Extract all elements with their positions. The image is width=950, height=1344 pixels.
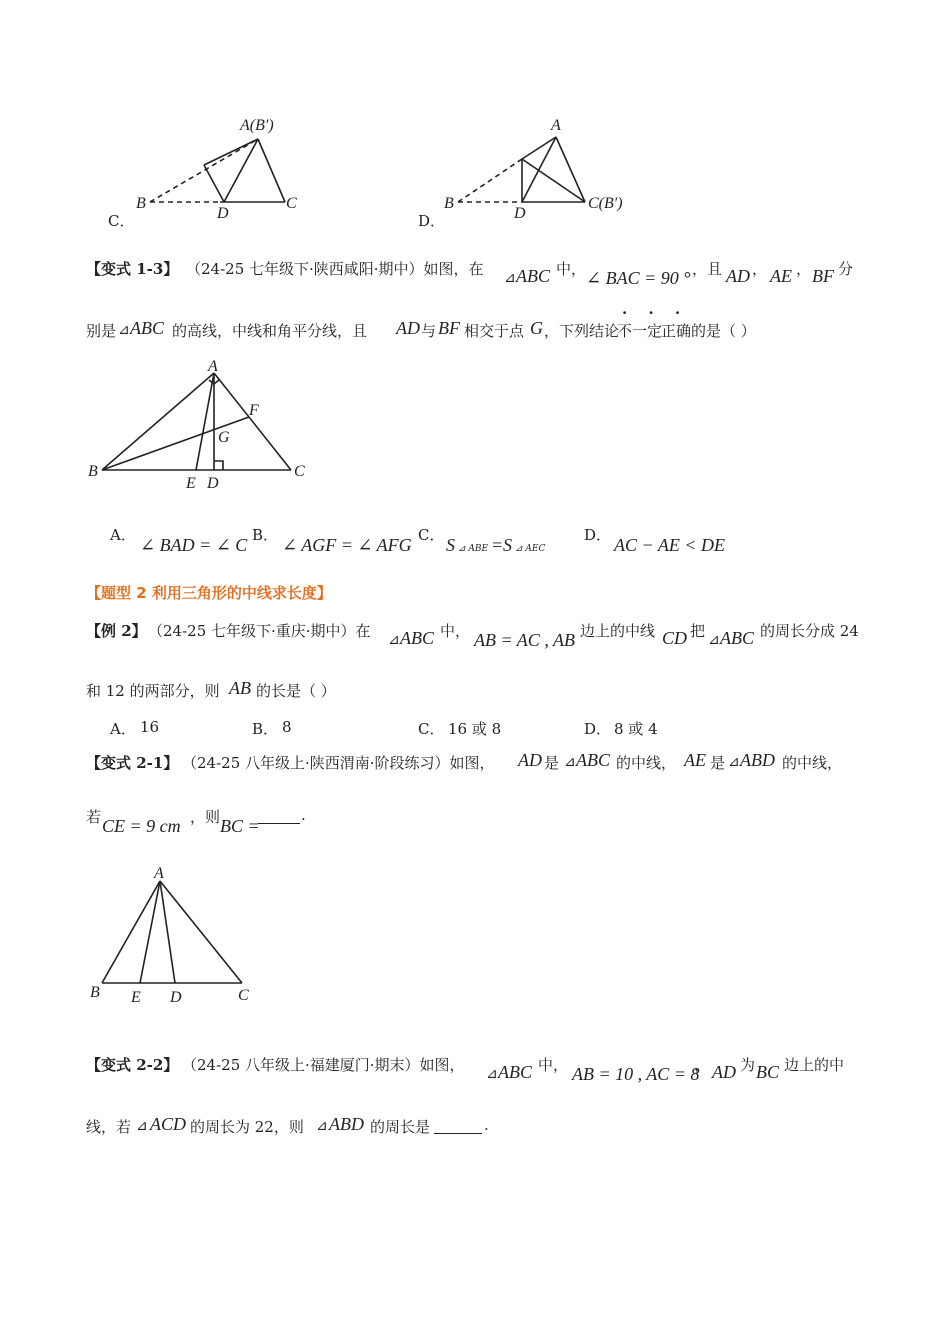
figure-variant-2-1: [86, 862, 266, 1010]
label-b: B: [444, 195, 454, 212]
math-ad: AD: [726, 266, 750, 286]
label-b: B: [136, 195, 146, 212]
segment-ae: [196, 373, 214, 470]
option-c-sub1: ⊿ ABE: [458, 544, 489, 554]
text-fen: 分: [838, 260, 854, 278]
label-b: B: [90, 984, 100, 1001]
example-2-option-b-letter: B．: [252, 720, 279, 738]
question-source: （24-25 七年级下·陕西咸阳·期中）如图，在: [186, 260, 484, 278]
text-shi-2: 是: [710, 754, 726, 772]
math-bc: BC: [756, 1062, 780, 1082]
example-2-option-c-value: 16 或 8: [448, 720, 502, 738]
example-2-option-a-letter: A．: [110, 720, 136, 738]
math-abc: ABC: [130, 318, 164, 338]
text-zhong: 中，: [440, 622, 471, 640]
text-zhong: 中，: [538, 1056, 569, 1074]
label-e: E: [131, 989, 141, 1006]
segment-ab: [204, 139, 258, 165]
math-bc: BC =: [220, 816, 260, 836]
text-zhouchangshi: 的周长是: [370, 1118, 431, 1136]
label-c: C(B′): [588, 195, 623, 212]
math-abd: ABD: [740, 750, 775, 770]
answer-blank[interactable]: [434, 1132, 482, 1134]
option-c-eq: =: [491, 535, 504, 555]
comma-1: ，: [752, 260, 768, 278]
text-yu: 与: [421, 322, 437, 340]
label-a: A: [551, 117, 561, 134]
question-1-3-line1: [86, 256, 866, 296]
variant-2-2-line2: [86, 1112, 686, 1142]
text-end: .: [301, 806, 306, 824]
segment-ae: [140, 881, 160, 983]
text-liangbufen: 和 12 的两部分，则: [86, 682, 220, 700]
question-source: （24-25 七年级下·重庆·期中）在: [148, 622, 371, 640]
example-2-option-d-letter: D．: [584, 720, 612, 738]
math-ae: AE: [684, 750, 706, 770]
example-2-option-d-value: 8 或 4: [614, 720, 658, 738]
math-bf: BF: [438, 318, 460, 338]
option-c-letter: C．: [108, 212, 135, 230]
text-zhouchang: 的周长为 22，则: [190, 1118, 304, 1136]
question-prefix: 【变式 1-3】: [86, 260, 179, 278]
text-bieshi: 别是: [86, 322, 117, 340]
label-c: C: [286, 195, 297, 212]
example-2-line1: [86, 616, 876, 656]
math-condition: AB = AC , AB: [474, 630, 575, 650]
math-ad: AD: [712, 1062, 736, 1082]
text-zhongxian-2: 的中线，: [782, 754, 843, 772]
label-c: C: [294, 463, 305, 480]
option-d-expr: AC − AE < DE: [614, 535, 725, 555]
text-xiangjiao: 相交于点: [464, 322, 525, 340]
label-a: A: [154, 865, 164, 882]
triangle-symbol: ⊿: [118, 322, 130, 338]
text-comma: ，: [694, 1056, 710, 1074]
text-bianshang: 边上的中线: [580, 622, 656, 640]
math-g: G: [530, 318, 543, 338]
math-ae: AE: [770, 266, 792, 286]
label-f: F: [249, 402, 259, 419]
text-wei: 为: [740, 1056, 756, 1074]
text-gaoxian: 的高线，中线和角平分线，且: [172, 322, 368, 340]
question-prefix: 【变式 2-2】: [86, 1056, 179, 1074]
label-g: G: [218, 429, 230, 446]
example-2-option-c-letter: C．: [418, 720, 445, 738]
math-abd: ABD: [329, 1114, 364, 1134]
text-end: .: [484, 1116, 489, 1134]
math-abc-2: ABC: [720, 628, 754, 648]
segment-ac: [214, 373, 291, 470]
triangle-symbol: ⊿: [708, 632, 720, 648]
variant-2-2-line1: [86, 1050, 876, 1090]
label-a: A: [208, 360, 218, 375]
question-prefix: 【变式 2-1】: [86, 754, 179, 772]
segment-ad: [224, 139, 258, 202]
math-acd: ACD: [150, 1114, 186, 1134]
math-ad: AD: [518, 750, 542, 770]
text-xianruo: 线，若: [86, 1118, 132, 1136]
text-ze: ，则: [190, 808, 221, 826]
segment-ab: [102, 373, 214, 470]
example-2-option-b-value: 8: [282, 718, 292, 736]
figure-variant-1-3: [86, 360, 326, 495]
triangle-symbol: ⊿: [136, 1118, 148, 1134]
variant-2-1-line2: [86, 802, 486, 842]
option-b-expr: ∠ AGF = ∠ AFG: [282, 535, 412, 555]
segment-a-d: [204, 165, 224, 202]
option-b-letter: B．: [252, 526, 279, 544]
option-a-letter: A．: [110, 526, 136, 544]
text-zhong: 中，: [556, 260, 587, 278]
label-d: D: [514, 205, 526, 222]
label-b: B: [88, 463, 98, 480]
option-c-sub2: ⊿ AEC: [515, 544, 546, 554]
label-d: D: [207, 475, 219, 492]
text-bianshang: 边上的中: [784, 1056, 845, 1074]
option-a-expr: ∠ BAD = ∠ C: [140, 535, 248, 555]
math-ce: CE = 9 cm: [102, 816, 181, 836]
segment-ad: [522, 137, 556, 202]
text-zhongxian: 的中线，: [616, 754, 677, 772]
comma-2: ，: [796, 260, 812, 278]
emphasis-dots: · · ·: [622, 304, 689, 322]
triangle-symbol: ⊿: [486, 1066, 498, 1082]
math-abc: ABC: [516, 266, 550, 286]
example-2-line2: [86, 676, 686, 706]
triangle-symbol: ⊿: [728, 754, 740, 770]
question-1-3-line2: [86, 304, 866, 348]
figure-option-d: [430, 110, 660, 230]
question-source: （24-25 八年级上·福建厦门·期末）如图，: [182, 1056, 465, 1074]
variant-2-1-line1: [86, 748, 876, 778]
example-2-option-a-value: 16: [140, 718, 160, 736]
label-c: C: [238, 987, 249, 1004]
math-abc: ABC: [498, 1062, 532, 1082]
math-condition: AB = 10 , AC = 8: [572, 1064, 700, 1084]
segment-b-apex-dashed: [458, 159, 522, 202]
option-d-letter: D．: [418, 212, 446, 230]
segment-ab: [102, 881, 160, 983]
text-emphasis: 不一定: [617, 322, 663, 340]
triangle-symbol: ⊿: [564, 754, 576, 770]
right-angle-mark: [214, 461, 223, 470]
math-abc: ABC: [576, 750, 610, 770]
triangle-symbol: ⊿: [316, 1118, 328, 1134]
text-ruo: 若: [86, 808, 102, 826]
text-qie: ，且: [692, 260, 723, 278]
triangle-symbol: ⊿: [504, 270, 516, 286]
label-d: D: [217, 205, 229, 222]
label-e: E: [186, 475, 196, 492]
option-c-letter: C．: [418, 526, 445, 544]
segment-ac: [258, 139, 285, 202]
text-zhouchang: 的周长分成 24: [760, 622, 859, 640]
question-prefix: 【例 2】: [86, 622, 147, 640]
math-angle-bac: ∠ BAC = 90 °: [586, 268, 691, 288]
option-d-letter: D．: [584, 526, 612, 544]
triangle-symbol: ⊿: [388, 632, 400, 648]
math-ab: AB: [229, 678, 251, 698]
text-changshi: 的长是（ ）: [256, 682, 336, 700]
text-shi: 是: [544, 754, 560, 772]
label-d: D: [170, 989, 182, 1006]
math-bf: BF: [812, 266, 834, 286]
section-heading-type-2: 【题型 2 利用三角形的中线求长度】: [86, 584, 332, 602]
math-abc: ABC: [400, 628, 434, 648]
question-source: （24-25 八年级上·陕西渭南·阶段练习）如图，: [182, 754, 495, 772]
text-zhengque: 正确的是（ ）: [661, 322, 756, 340]
answer-blank[interactable]: [258, 822, 300, 824]
option-c-s1: S: [446, 535, 455, 555]
text-ba: 把: [690, 622, 706, 640]
text-jielun: ，下列结论: [544, 322, 620, 340]
math-cd: CD: [662, 628, 688, 648]
math-ad: AD: [396, 318, 420, 338]
label-a: A(B′): [240, 117, 274, 134]
option-c-s2: S: [503, 535, 512, 555]
